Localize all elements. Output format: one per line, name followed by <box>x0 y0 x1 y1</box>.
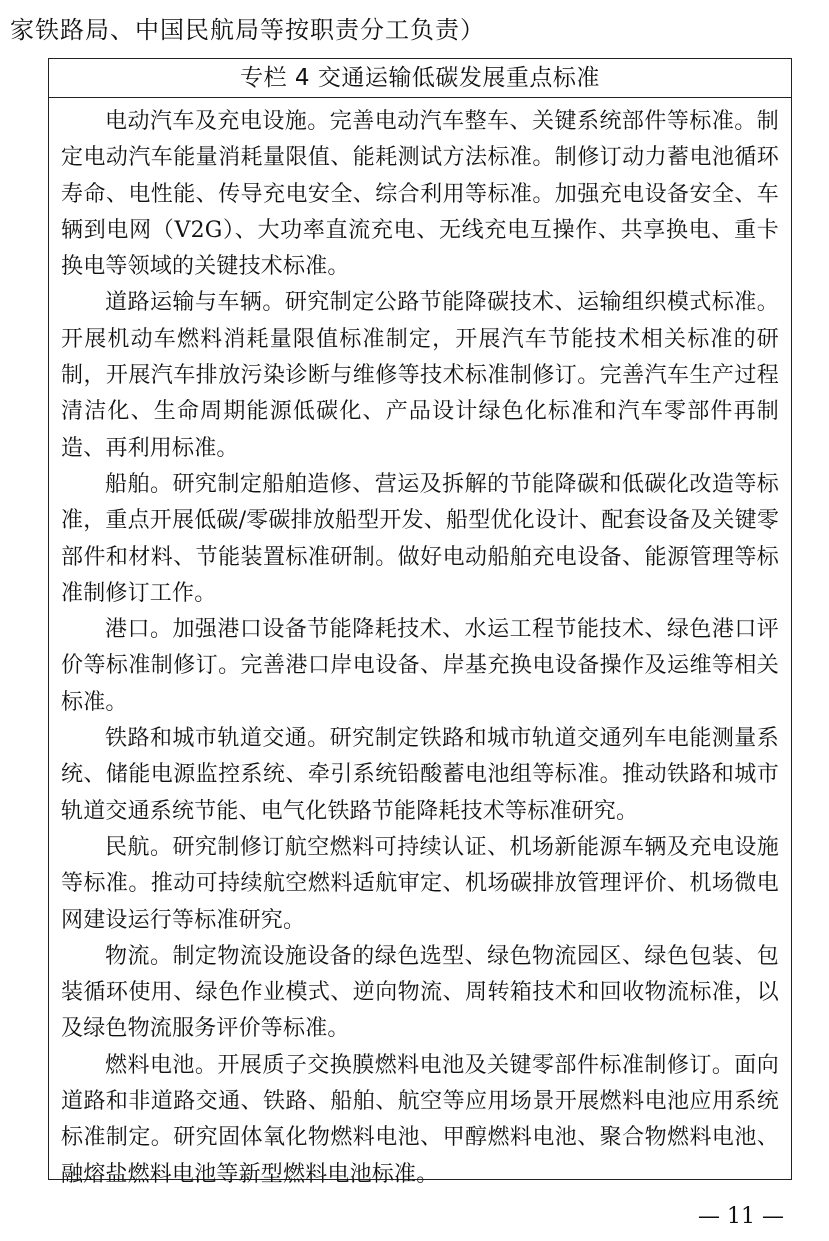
paragraph-text: 加强港口设备节能降耗技术、水运工程节能技术、绿色港口评价等标准制修订。完善港口岸电设备、岸基充换电设备操作及运维等相关标准。 <box>61 617 779 715</box>
paragraph-heading: 铁路和城市轨道交通。 <box>105 726 330 752</box>
paragraph-text: 研究制修订航空燃料可持续认证、机场新能源车辆及充电设施等标准。推动可持续航空燃料适航审定、机场碳排放管理评价、机场微电网建设运行等标准研究。 <box>61 834 779 933</box>
paragraph-text: 开展质子交换膜燃料电池及关键零部件标准制修订。面向道路和非道路交通、铁路、船舶、航空等应用场景开展燃料电池应用系统标准制定。研究固体氧化物燃料电池、甲醇燃料电池、聚合物燃料电池、融熔盐燃料电池等新型燃料电池标准。 <box>61 1052 779 1187</box>
paragraph-ports <box>61 612 779 721</box>
paragraph-heading: 船舶。 <box>105 471 173 497</box>
paragraph-heading: 港口。 <box>105 617 173 643</box>
paragraph-ships <box>61 467 779 612</box>
sidebar-box <box>48 58 792 1187</box>
paragraph-heading: 道路运输与车辆。 <box>105 290 285 316</box>
paragraph-heading: 物流。 <box>105 943 173 969</box>
box-body <box>49 98 791 1193</box>
paragraph-text: 制定物流设施设备的绿色选型、绿色物流园区、绿色包装、包装循环使用、绿色作业模式、逆向物流、周转箱技术和回收物流标准，以及绿色物流服务评价等标准。 <box>61 943 779 1042</box>
paragraph-text: 研究制定铁路和城市轨道交通列车电能测量系统、储能电源监控系统、牵引系统铅酸蓄电池组等标准。推动铁路和城市轨道交通系统节能、电气化铁路节能降耗技术等标准研究。 <box>61 726 779 824</box>
paragraph-text: 研究制定船舶造修、营运及拆解的节能降碳和低碳化改造等标准，重点开展低碳/零碳排放船型开发、船型优化设计、配套设备及关键零部件和材料、节能装置标准研制。做好电动船舶充电设备、能源管理等标准制修订工作。 <box>61 471 780 606</box>
paragraph-electric-vehicles <box>61 104 779 285</box>
paragraph-civil-aviation <box>61 830 779 939</box>
paragraph-logistics <box>61 939 779 1048</box>
paragraph-road-transport <box>61 285 779 466</box>
continuation-line: 家铁路局、中国民航局等按职责分工负责） <box>10 16 485 44</box>
paragraph-heading: 电动汽车及充电设施。 <box>105 109 330 134</box>
paragraph-fuel-cells <box>61 1048 779 1193</box>
paragraph-heading: 燃料电池。 <box>105 1052 218 1078</box>
page-number: — 11 — <box>698 1204 784 1229</box>
paragraph-text: 研究制定公路节能降碳技术、运输组织模式标准。开展机动车燃料消耗量限值标准制定，开展汽车节能技术相关标准的研制，开展汽车排放污染诊断与维修等技术标准制修订。完善汽车生产过程清洁化、生命周期能源低碳化、产品设计绿色化标准和汽车零部件再制造、再利用标准。 <box>61 290 779 461</box>
box-title: 专栏 4 交通运输低碳发展重点标准 <box>49 59 791 98</box>
paragraph-heading: 民航。 <box>105 834 173 860</box>
paragraph-text: 完善电动汽车整车、关键系统部件等标准。制定电动汽车能量消耗量限值、能耗测试方法标准。制修订动力蓄电池循环寿命、电性能、传导充电安全、综合利用等标准。加强充电设备安全、车辆到电网（V2G）、大功率直流充电、无线充电互操作、共享换电、重卡换电等领域的关键技术标准。 <box>61 109 779 280</box>
paragraph-railway <box>61 721 779 830</box>
